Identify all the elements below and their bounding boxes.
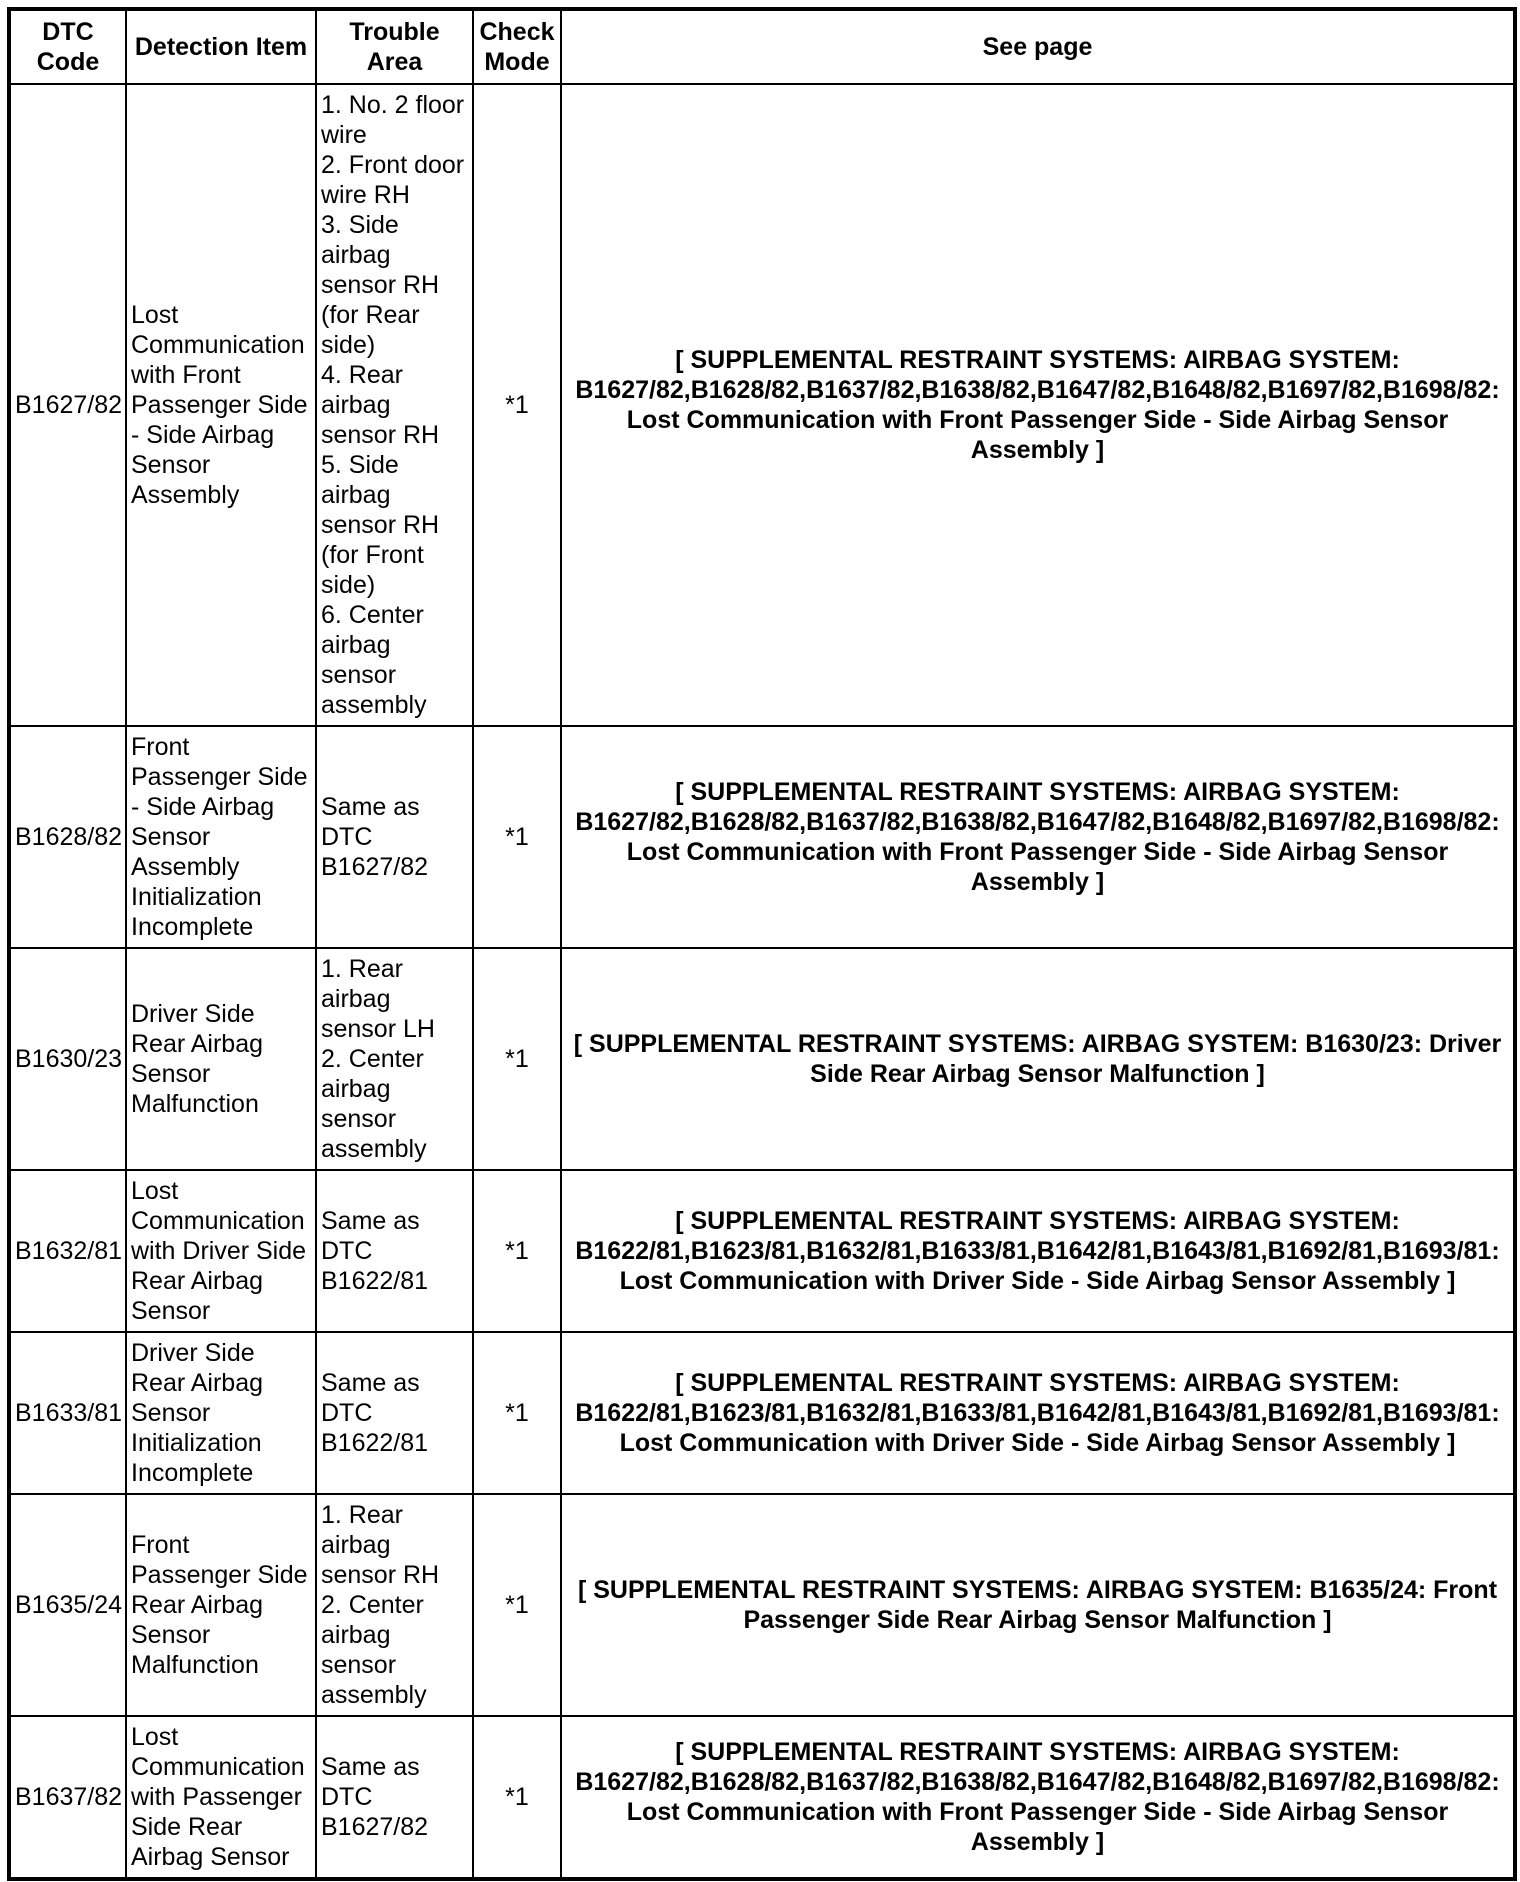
detection-item-cell-line: Communication <box>131 1207 305 1235</box>
see-page-link-line: [ SUPPLEMENTAL RESTRAINT SYSTEMS: AIRBAG SYSTEM: <box>675 778 1400 806</box>
table-row <box>9 1716 1515 1879</box>
table-row <box>9 1494 1515 1716</box>
dtc-code-cell: B1630/23 <box>9 948 126 1170</box>
dtc-code-cell: B1633/81 <box>9 1332 126 1494</box>
trouble-area-cell-line: Same as <box>321 793 420 821</box>
see-page-link-line: Lost Communication with Front Passenger Side - Side Airbag Sensor <box>626 406 1449 434</box>
detection-item-cell-line: Rear Airbag <box>131 1030 264 1058</box>
trouble-area-cell-line: sensor LH <box>321 1015 435 1043</box>
see-page-link[interactable] <box>561 726 1515 948</box>
detection-item-cell <box>126 948 316 1170</box>
detection-item-cell <box>126 1716 316 1879</box>
see-page-link-line: B1622/81,B1623/81,B1632/81,B1633/81,B1642/81,B1643/81,B1692/81,B1693/81: <box>575 1237 1500 1265</box>
trouble-area-cell-line: Same as <box>321 1369 420 1397</box>
trouble-area-cell <box>316 948 473 1170</box>
table-body <box>9 84 1515 1879</box>
trouble-area-cell-line: 6. Center <box>321 601 424 629</box>
dtc-code-cell: B1637/82 <box>9 1716 126 1879</box>
detection-item-cell-line: Front <box>131 1531 190 1559</box>
see-page-link[interactable] <box>561 1716 1515 1879</box>
trouble-area-cell-line: assembly <box>321 1135 427 1163</box>
check-mode-cell: *1 <box>473 84 561 726</box>
header-detection-item: Detection Item <box>126 9 316 84</box>
trouble-area-cell-line: airbag <box>321 1075 391 1103</box>
see-page-link-line: B1627/82,B1628/82,B1637/82,B1638/82,B1647/82,B1648/82,B1697/82,B1698/82: <box>575 1768 1500 1796</box>
trouble-area-cell <box>316 84 473 726</box>
trouble-area-cell-line: 2. Front door <box>321 151 465 179</box>
trouble-area-cell-line: assembly <box>321 1681 427 1709</box>
detection-item-cell-line: with Passenger <box>131 1783 302 1811</box>
trouble-area-cell-line: side) <box>321 331 376 359</box>
trouble-area-cell-line: sensor RH <box>321 511 440 539</box>
detection-item-cell-line: - Side Airbag <box>131 421 275 449</box>
see-page-link[interactable] <box>561 1170 1515 1332</box>
see-page-link[interactable] <box>561 1332 1515 1494</box>
see-page-link-line: Assembly ] <box>970 1828 1105 1856</box>
see-page-link-line: Lost Communication with Driver Side - Side Airbag Sensor Assembly ] <box>619 1429 1456 1457</box>
see-page-link-line: B1622/81,B1623/81,B1632/81,B1633/81,B1642/81,B1643/81,B1692/81,B1693/81: <box>575 1399 1500 1427</box>
trouble-area-cell-line: airbag <box>321 1621 391 1649</box>
detection-item-cell <box>126 1332 316 1494</box>
trouble-area-cell <box>316 1494 473 1716</box>
header-see-page: See page <box>561 9 1515 84</box>
see-page-link-line: [ SUPPLEMENTAL RESTRAINT SYSTEMS: AIRBAG SYSTEM: <box>675 346 1400 374</box>
detection-item-cell-line: Lost <box>131 301 179 329</box>
trouble-area-cell-line: 4. Rear <box>321 361 403 389</box>
see-page-link-line: B1627/82,B1628/82,B1637/82,B1638/82,B1647/82,B1648/82,B1697/82,B1698/82: <box>575 808 1500 836</box>
trouble-area-cell-line: 2. Center <box>321 1045 424 1073</box>
see-page-link-line: Lost Communication with Front Passenger Side - Side Airbag Sensor <box>626 1798 1449 1826</box>
detection-item-cell-line: Driver Side <box>131 1000 255 1028</box>
see-page-link[interactable] <box>561 1494 1515 1716</box>
table-row <box>9 1332 1515 1494</box>
trouble-area-cell-line: 1. No. 2 floor <box>321 91 465 119</box>
table-header-row <box>9 9 1515 84</box>
dtc-code-cell: B1632/81 <box>9 1170 126 1332</box>
detection-item-cell-line: with Driver Side <box>131 1237 307 1265</box>
trouble-area-cell-line: DTC <box>321 823 373 851</box>
detection-item-cell-line: Sensor <box>131 451 211 479</box>
trouble-area-cell-line: airbag <box>321 481 391 509</box>
header-line: Trouble <box>349 18 440 46</box>
header-line: DTC <box>42 18 94 46</box>
see-page-link[interactable] <box>561 948 1515 1170</box>
dtc-code-cell: B1627/82 <box>9 84 126 726</box>
table-row <box>9 1170 1515 1332</box>
trouble-area-cell-line: 5. Side <box>321 451 399 479</box>
trouble-area-cell-line: 1. Rear <box>321 1501 403 1529</box>
detection-item-cell-line: Lost <box>131 1723 179 1751</box>
detection-item-cell-line: Rear Airbag <box>131 1591 264 1619</box>
see-page-link-line: B1627/82,B1628/82,B1637/82,B1638/82,B1647/82,B1648/82,B1697/82,B1698/82: <box>575 376 1500 404</box>
detection-item-cell <box>126 84 316 726</box>
detection-item-cell <box>126 1494 316 1716</box>
trouble-area-cell-line: side) <box>321 571 376 599</box>
detection-item-cell-line: Communication <box>131 331 305 359</box>
detection-item-cell-line: - Side Airbag <box>131 793 275 821</box>
detection-item-cell-line: Airbag Sensor <box>131 1843 290 1871</box>
detection-item-cell-line: Sensor <box>131 1399 211 1427</box>
detection-item-cell-line: Assembly <box>131 481 240 509</box>
check-mode-cell: *1 <box>473 948 561 1170</box>
see-page-link-line: Assembly ] <box>970 436 1105 464</box>
trouble-area-cell-line: airbag <box>321 631 391 659</box>
detection-item-cell-line: Assembly <box>131 853 240 881</box>
detection-item-cell-line: Malfunction <box>131 1090 259 1118</box>
trouble-area-cell-line: sensor <box>321 1651 397 1679</box>
detection-item-cell-line: Communication <box>131 1753 305 1781</box>
trouble-area-cell-line: wire RH <box>321 181 410 209</box>
detection-item-cell-line: Front <box>131 733 190 761</box>
trouble-area-cell-line: sensor RH <box>321 421 440 449</box>
see-page-link-line: Lost Communication with Front Passenger Side - Side Airbag Sensor <box>626 838 1449 866</box>
trouble-area-cell <box>316 1170 473 1332</box>
table-row <box>9 948 1515 1170</box>
detection-item-cell <box>126 1170 316 1332</box>
trouble-area-cell-line: B1622/81 <box>321 1429 429 1457</box>
trouble-area-cell-line: sensor <box>321 661 397 689</box>
see-page-link-line: [ SUPPLEMENTAL RESTRAINT SYSTEMS: AIRBAG SYSTEM: <box>675 1207 1400 1235</box>
trouble-area-cell-line: (for Front <box>321 541 424 569</box>
see-page-link[interactable] <box>561 84 1515 726</box>
detection-item-cell-line: Rear Airbag <box>131 1369 264 1397</box>
header-check-mode <box>473 9 561 84</box>
trouble-area-cell-line: 1. Rear <box>321 955 403 983</box>
dtc-code-cell: B1628/82 <box>9 726 126 948</box>
detection-item-cell-line: Side Rear <box>131 1813 243 1841</box>
trouble-area-cell-line: airbag <box>321 391 391 419</box>
trouble-area-cell <box>316 1716 473 1879</box>
trouble-area-cell <box>316 1332 473 1494</box>
detection-item-cell-line: Passenger Side <box>131 1561 308 1589</box>
trouble-area-cell-line: sensor RH <box>321 1561 440 1589</box>
see-page-link-line: [ SUPPLEMENTAL RESTRAINT SYSTEMS: AIRBAG SYSTEM: B1635/24: Front <box>577 1576 1498 1604</box>
trouble-area-cell-line: wire <box>321 121 367 149</box>
trouble-area-cell-line: (for Rear <box>321 301 420 329</box>
check-mode-cell: *1 <box>473 1170 561 1332</box>
see-page-link-line: Passenger Side Rear Airbag Sensor Malfunction ] <box>743 1606 1332 1634</box>
table-row <box>9 84 1515 726</box>
header-line: Mode <box>484 48 550 76</box>
detection-item-cell-line: with Front <box>131 361 241 389</box>
check-mode-cell: *1 <box>473 1494 561 1716</box>
detection-item-cell-line: Rear Airbag <box>131 1267 264 1295</box>
trouble-area-cell-line: 3. Side <box>321 211 399 239</box>
header-dtc-code <box>9 9 126 84</box>
trouble-area-cell-line: DTC <box>321 1399 373 1427</box>
detection-item-cell <box>126 726 316 948</box>
trouble-area-cell-line: B1627/82 <box>321 1813 429 1841</box>
trouble-area-cell-line: airbag <box>321 241 391 269</box>
detection-item-cell-line: Malfunction <box>131 1651 259 1679</box>
detection-item-cell-line: Initialization <box>131 1429 262 1457</box>
dtc-code-cell: B1635/24 <box>9 1494 126 1716</box>
trouble-area-cell-line: airbag <box>321 985 391 1013</box>
trouble-area-cell-line: B1627/82 <box>321 853 429 881</box>
detection-item-cell-line: Incomplete <box>131 1459 254 1487</box>
see-page-link-line: Assembly ] <box>970 868 1105 896</box>
trouble-area-cell-line: DTC <box>321 1237 373 1265</box>
detection-item-cell-line: Sensor <box>131 823 211 851</box>
detection-item-cell-line: Driver Side <box>131 1339 255 1367</box>
check-mode-cell: *1 <box>473 726 561 948</box>
trouble-area-cell-line: assembly <box>321 691 427 719</box>
trouble-area-cell-line: Same as <box>321 1207 420 1235</box>
see-page-link-line: Lost Communication with Driver Side - Side Airbag Sensor Assembly ] <box>619 1267 1456 1295</box>
see-page-link-line: [ SUPPLEMENTAL RESTRAINT SYSTEMS: AIRBAG SYSTEM: <box>675 1369 1400 1397</box>
check-mode-cell: *1 <box>473 1716 561 1879</box>
trouble-area-cell-line: B1622/81 <box>321 1267 429 1295</box>
detection-item-cell-line: Sensor <box>131 1621 211 1649</box>
header-line: Check <box>479 18 555 46</box>
detection-item-cell-line: Passenger Side <box>131 763 308 791</box>
table-row <box>9 726 1515 948</box>
detection-item-cell-line: Sensor <box>131 1297 211 1325</box>
header-line: Area <box>366 48 423 76</box>
see-page-link-line: [ SUPPLEMENTAL RESTRAINT SYSTEMS: AIRBAG SYSTEM: B1630/23: Driver <box>573 1030 1502 1058</box>
see-page-link-line: Side Rear Airbag Sensor Malfunction ] <box>810 1060 1265 1088</box>
dtc-table <box>7 7 1517 1881</box>
trouble-area-cell <box>316 726 473 948</box>
trouble-area-cell-line: sensor RH <box>321 271 440 299</box>
trouble-area-cell-line: DTC <box>321 1783 373 1811</box>
trouble-area-cell-line: Same as <box>321 1753 420 1781</box>
detection-item-cell-line: Sensor <box>131 1060 211 1088</box>
trouble-area-cell-line: sensor <box>321 1105 397 1133</box>
header-trouble-area <box>316 9 473 84</box>
trouble-area-cell-line: airbag <box>321 1531 391 1559</box>
detection-item-cell-line: Lost <box>131 1177 179 1205</box>
detection-item-cell-line: Incomplete <box>131 913 254 941</box>
see-page-link-line: [ SUPPLEMENTAL RESTRAINT SYSTEMS: AIRBAG SYSTEM: <box>675 1738 1400 1766</box>
header-line: Code <box>36 48 100 76</box>
check-mode-cell: *1 <box>473 1332 561 1494</box>
detection-item-cell-line: Passenger Side <box>131 391 308 419</box>
detection-item-cell-line: Initialization <box>131 883 262 911</box>
trouble-area-cell-line: 2. Center <box>321 1591 424 1619</box>
